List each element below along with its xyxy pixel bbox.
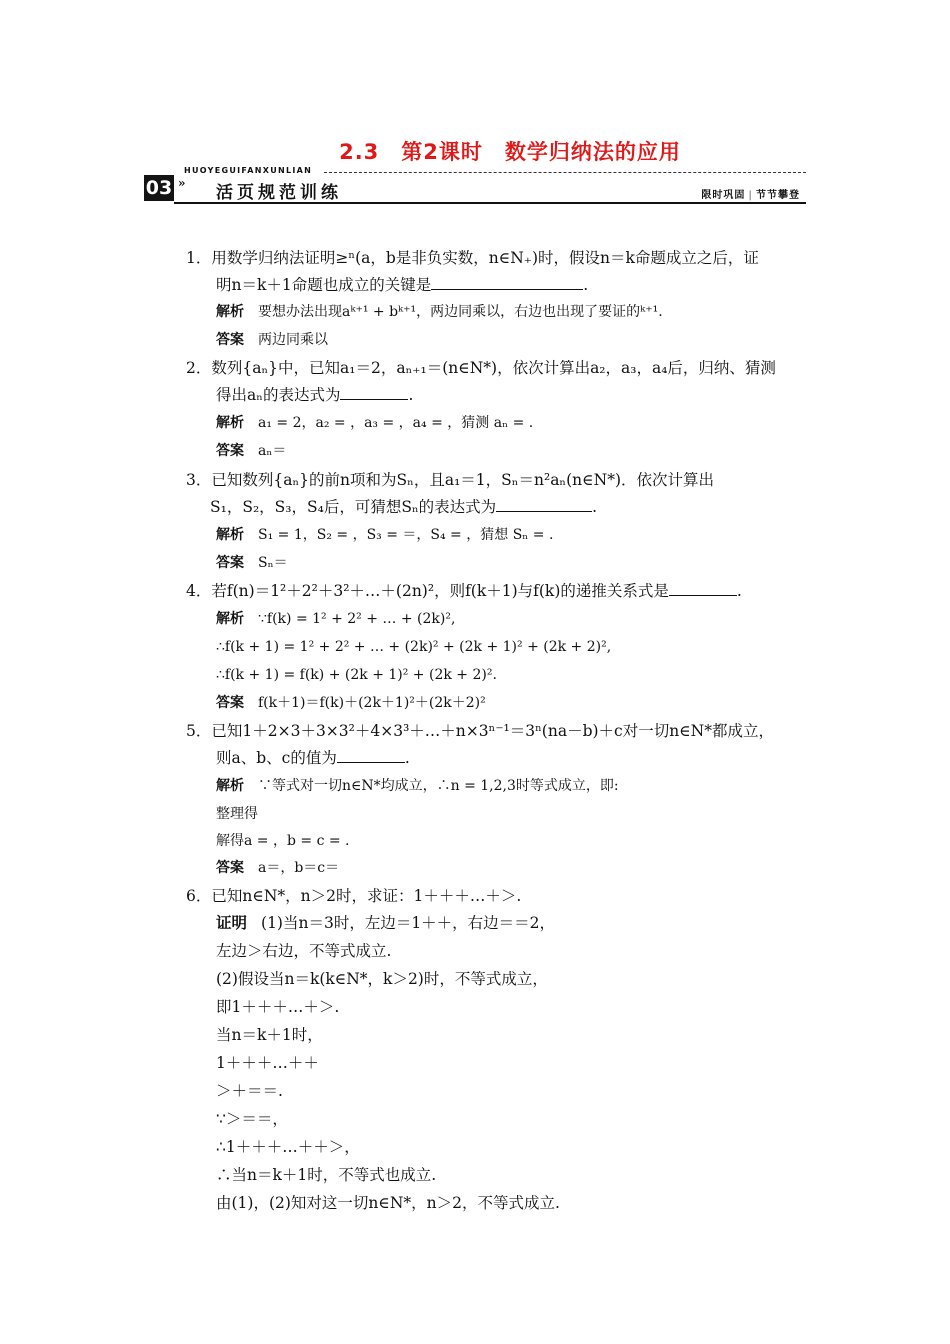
q2-line1: 2．数列{aₙ}中，已知a₁＝2，aₙ₊₁＝(n∈N*)，依次计算出a₂，a₃，a₄后，归纳、猜测 (186, 359, 776, 377)
q3-answer: 答案 Sₙ＝ (216, 555, 288, 571)
banner-name: 活页规范训练 (216, 183, 342, 203)
q6-step: ∴当n＝k＋1时，不等式也成立. (216, 1166, 437, 1184)
q1-analysis: 解析 要想办法出现aᵏ⁺¹ + bᵏ⁺¹，两边同乘以，右边也出现了要证的ᵏ⁺¹. (216, 304, 663, 320)
q5-line1: 5．已知1＋2×3＋3×3²＋4×3³＋…＋n×3ⁿ⁻¹＝3ⁿ(na－b)＋c对一切n∈N*都成立， (186, 722, 774, 740)
q1-answer: 答案 两边同乘以 (216, 332, 328, 348)
answer-blank (496, 497, 592, 512)
q6-step: 1＋＋＋…＋＋ (216, 1054, 319, 1072)
q6-step: 即1＋＋＋…＋＞. (216, 998, 340, 1016)
banner-number: 03 (145, 177, 173, 199)
q6-step: ∵＞＝＝， (216, 1110, 288, 1128)
q5-step2: 整理得 (216, 806, 258, 822)
banner-pinyin: HUOYEGUIFANXUNLIAN (184, 166, 313, 175)
q6-number: 6． (186, 887, 212, 905)
banner-right-b: 节节攀登 (756, 190, 800, 201)
q5-analysis: 解析 ∵等式对一切n∈N*均成立，∴n = 1,2,3时等式成立，即: (216, 778, 619, 794)
answer-blank (431, 275, 583, 290)
q4-step2: ∴f(k + 1) = 1² + 2² + … + (2k)² + (2k + 1)² + (2k + 2)², (216, 639, 612, 655)
q6-line1: 6．已知n∈N*，n＞2时，求证：1＋＋＋…＋＞. (186, 887, 522, 905)
q5-step3: 解得a = ，b = c = . (216, 833, 350, 849)
q4-answer: 答案 f(k＋1)＝f(k)＋(2k＋1)²＋(2k＋2)² (216, 695, 486, 711)
answer-blank (340, 385, 408, 400)
q5-answer: 答案 a＝，b＝c＝ (216, 860, 340, 876)
banner-right (701, 186, 800, 201)
q3-line2: S₁，S₂，S₃，S₄后，可猜想Sₙ的表达式为 . (210, 498, 598, 516)
q4-line1: 4．若f(n)＝1²＋2²＋3²＋…＋(2n)²，则f(k＋1)与f(k)的递推关系式是 . (186, 582, 742, 600)
q5-line2: 则a、b、c的值为 . (216, 749, 410, 767)
q4-step3: ∴f(k + 1) = f(k) + (2k + 1)² + (2k + 2)². (216, 667, 497, 683)
banner-separator: | (748, 190, 753, 201)
q2-answer: 答案 aₙ＝ (216, 443, 287, 459)
answer-blank (669, 581, 737, 596)
q2-number: 2． (186, 359, 212, 377)
q6-step: (2)假设当n＝k(k∈N*，k＞2)时，不等式成立， (216, 970, 548, 988)
q6-step: ∴1＋＋＋…＋＋＞， (216, 1138, 360, 1156)
chevron-icon: » (178, 176, 186, 190)
q4-analysis: 解析 ∵f(k) = 1² + 2² + … + (2k)², (216, 611, 456, 627)
q6-step: ＞＋＝＝. (216, 1082, 283, 1100)
q3-number: 3． (186, 471, 212, 489)
answer-blank (337, 748, 405, 763)
q6-proof: 证明 (1)当n＝3时，左边＝1＋＋，右边＝＝2， (216, 913, 556, 932)
banner-rule (174, 202, 806, 204)
q6-conclusion: 由(1)，(2)知对这一切n∈N*，n＞2，不等式成立. (216, 1194, 560, 1212)
q3-analysis: 解析 S₁ = 1，S₂ = ，S₃ = ＝，S₄ = ，猜想 Sₙ = . (216, 527, 554, 543)
q5-number: 5． (186, 722, 212, 740)
q1-line2: 明n＝k＋1命题也成立的关键是 . (216, 276, 589, 294)
banner-dashed-rule (324, 172, 806, 173)
q6-step: 左边＞右边，不等式成立. (216, 942, 392, 960)
q4-number: 4． (186, 582, 212, 600)
q1-line1: 1．用数学归纳法证明≥ⁿ(a，b是非负实数，n∈N₊)时，假设n＝k命题成立之后，证 (186, 249, 759, 267)
q1-number: 1． (186, 249, 212, 267)
section-banner (144, 166, 806, 206)
q2-analysis: 解析 a₁ = 2，a₂ = ，a₃ = ，a₄ = ，猜测 aₙ = . (216, 415, 534, 431)
banner-right-a: 限时巩固 (701, 190, 746, 201)
q6-step: 当n＝k＋1时， (216, 1026, 323, 1044)
page-title: 2.3 第2课时 数学归纳法的应用 (339, 140, 681, 164)
q3-line1: 3．已知数列{aₙ}的前n项和为Sₙ，且a₁＝1，Sₙ＝n²aₙ(n∈N*)．依次计算出 (186, 471, 714, 489)
q2-line2: 得出aₙ的表达式为 . (216, 386, 414, 404)
